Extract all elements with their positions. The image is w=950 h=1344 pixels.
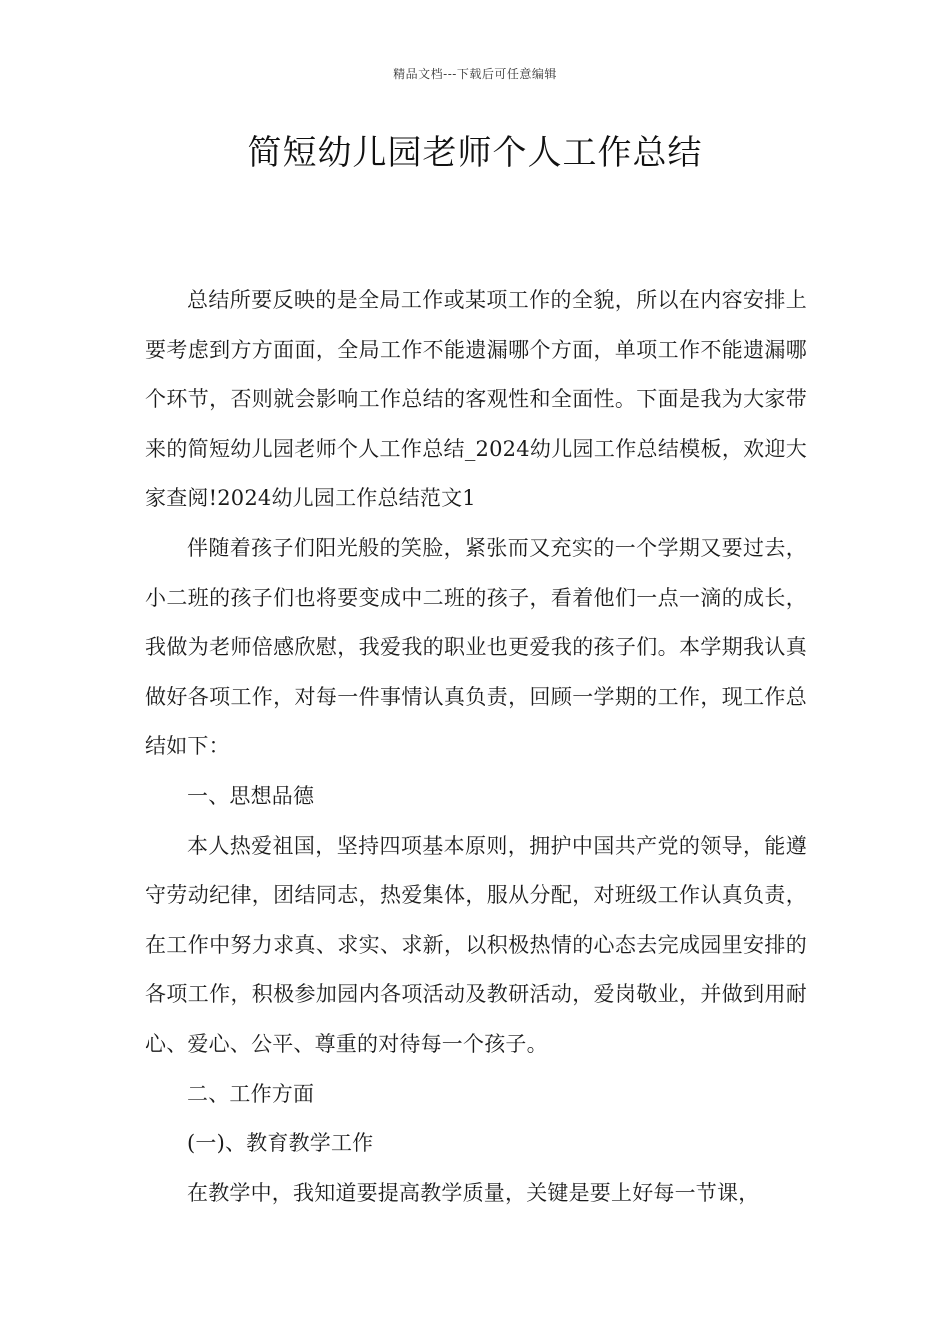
header-note: 精品文档---下载后可任意编辑	[393, 67, 557, 81]
document-title: 简短幼儿园老师个人工作总结	[247, 133, 703, 173]
paragraph-opening: 伴随着孩子们阳光般的笑脸，紧张而又充实的一个学期又要过去，小二班的孩子们也将要变成中二班的孩子，看着他们一点一滴的成长，我做为老师倍感欣慰，我爱我的职业也更爱我的孩子们。本学期我认真做好各项工作，对每一件事情认真负责，回顾一学期的工作，现工作总结如下：	[145, 535, 807, 759]
paragraph-teaching: 在教学中，我知道要提高教学质量，关键是要上好每一节课，	[187, 1180, 760, 1205]
document-body	[145, 276, 807, 1218]
section-heading-ideology: 一、思想品德	[187, 783, 315, 808]
paragraph-ideology: 本人热爱祖国，坚持四项基本原则，拥护中国共产党的领导，能遵守劳动纪律，团结同志，热爱集体，服从分配，对班级工作认真负责，在工作中努力求真、求实、求新，以积极热情的心态去完成园里安排的各项工作，积极参加园内各项活动及教研活动，爱岗敬业，并做到用耐心、爱心、公平、尊重的对待每一个孩子。	[145, 833, 807, 1056]
subsection-heading-teaching: (一)、教育教学工作	[187, 1131, 374, 1156]
paragraph-intro: 总结所要反映的是全局工作或某项工作的全貌，所以在内容安排上要考虑到方方面面，全局工作不能遗漏哪个方面，单项工作不能遗漏哪个环节，否则就会影响工作总结的客观性和全面性。下面是我为大家带来的简短幼儿园老师个人工作总结_2024幼儿园工作总结模板，欢迎大家查阅!2024幼儿园工作总结范文1	[145, 288, 807, 511]
section-heading-work: 二、工作方面	[187, 1081, 315, 1106]
